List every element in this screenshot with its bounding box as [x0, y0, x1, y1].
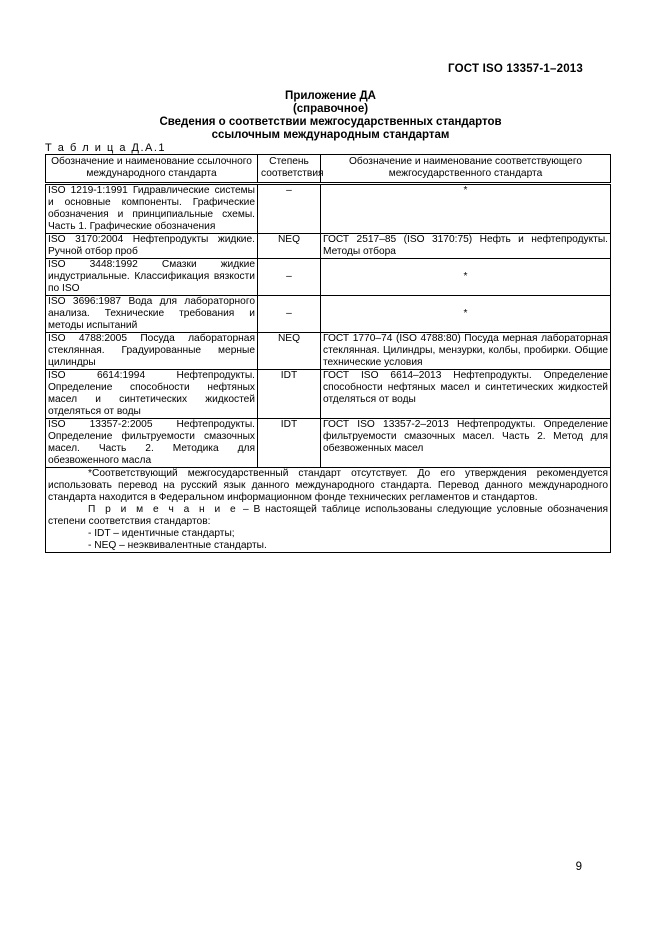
table-header-row [46, 155, 611, 184]
annex-title: Приложение ДА [285, 90, 376, 102]
national-standard-cell: ГОСТ 1770–74 (ISO 4788:80) Посуда мерная лабораторная стеклянная. Цилиндры, мензурки, колбы, пробирки. Общие технические условия [321, 333, 611, 370]
annex-subtitle: (справочное) [292, 103, 369, 115]
national-standard-cell: ГОСТ ISO 6614–2013 Нефтепродукты. Определение способности нефтяных масел и синтетических жидкостей отделяться от воды [321, 370, 611, 419]
degree-cell: NEQ [258, 234, 321, 259]
national-standard-cell: * [321, 296, 611, 333]
national-standard-cell: ГОСТ 2517–85 (ISO 3170:75) Нефть и нефтепродукты. Методы отбора [321, 234, 611, 259]
table-row [46, 259, 611, 296]
page-number: 9 [575, 861, 582, 873]
international-standard-cell: ISO 3696:1987 Вода для лабораторного анализа. Технические требования и методы испытаний [46, 296, 258, 333]
international-standard-cell: ISO 4788:2005 Посуда лабораторная стеклянная. Градуированные мерные цилиндры [46, 333, 258, 370]
table-row [46, 419, 611, 468]
degree-cell: – [258, 184, 321, 234]
table-caption: Т а б л и ц а Д.А.1 [45, 142, 167, 154]
legend-item-idt: - IDT – идентичные стандарты; [88, 528, 235, 539]
note-text: – В настоящей таблице использованы следующие условные обозначения степени соответствия стандартов: [48, 504, 608, 527]
column-header-degree: Степень соответствия [258, 155, 321, 184]
table-notes-row [46, 468, 611, 553]
table-row [46, 184, 611, 234]
correspondence-table [45, 154, 611, 553]
table-row [46, 234, 611, 259]
national-standard-cell: * [321, 184, 611, 234]
table-row [46, 370, 611, 419]
table-notes [46, 468, 611, 553]
table-row [46, 333, 611, 370]
international-standard-cell: ISO 6614:1994 Нефтепродукты. Определение способности нефтяных масел и синтетических жидкостей отделяться от воды [46, 370, 258, 419]
annex-titles [0, 90, 661, 142]
annex-heading-line-1: Сведения о соответствии межгосударственных стандартов [159, 116, 502, 128]
note-label: П р и м е ч а н и е [88, 504, 239, 515]
legend-item-neq: - NEQ – неэквивалентные стандарты. [88, 540, 267, 551]
degree-cell: – [258, 259, 321, 296]
degree-cell: IDT [258, 370, 321, 419]
degree-cell: – [258, 296, 321, 333]
document-header: ГОСТ ISO 13357-1–2013 [448, 63, 583, 75]
international-standard-cell: ISO 13357-2:2005 Нефтепродукты. Определение фильтруемости смазочных масел. Часть 2. Методика для обезвоженного масла [46, 419, 258, 468]
footnote-text: *Соответствующий межгосударственный стандарт отсутствует. До его утверждения рекомендуется использовать перевод на русский язык данного международного стандарта. Перевод данного международного стандарта находится в Федеральном информационном фонде технических регламентов и стандартов. [48, 468, 608, 503]
international-standard-cell: ISO 3448:1992 Смазки жидкие индустриальные. Классификация вязкости по ISO [46, 259, 258, 296]
international-standard-cell: ISO 1219-1:1991 Гидравлические системы и основные компоненты. Графические обозначения и принципиальные схемы. Часть 1. Графические обозначения [46, 184, 258, 234]
degree-cell: NEQ [258, 333, 321, 370]
international-standard-cell: ISO 3170:2004 Нефтепродукты жидкие. Ручной отбор проб [46, 234, 258, 259]
column-header-national: Обозначение и наименование соответствующего межгосударственного стандарта [321, 155, 611, 184]
column-header-international: Обозначение и наименование ссылочного международного стандарта [46, 155, 258, 184]
national-standard-cell: ГОСТ ISO 13357-2–2013 Нефтепродукты. Определение фильтруемости смазочных масел. Часть 2. Метод для обезвоженных масел [321, 419, 611, 468]
annex-heading-line-2: ссылочным международным стандартам [211, 129, 450, 141]
note-paragraph [48, 504, 608, 528]
national-standard-cell: * [321, 259, 611, 296]
table-row [46, 296, 611, 333]
degree-cell: IDT [258, 419, 321, 468]
